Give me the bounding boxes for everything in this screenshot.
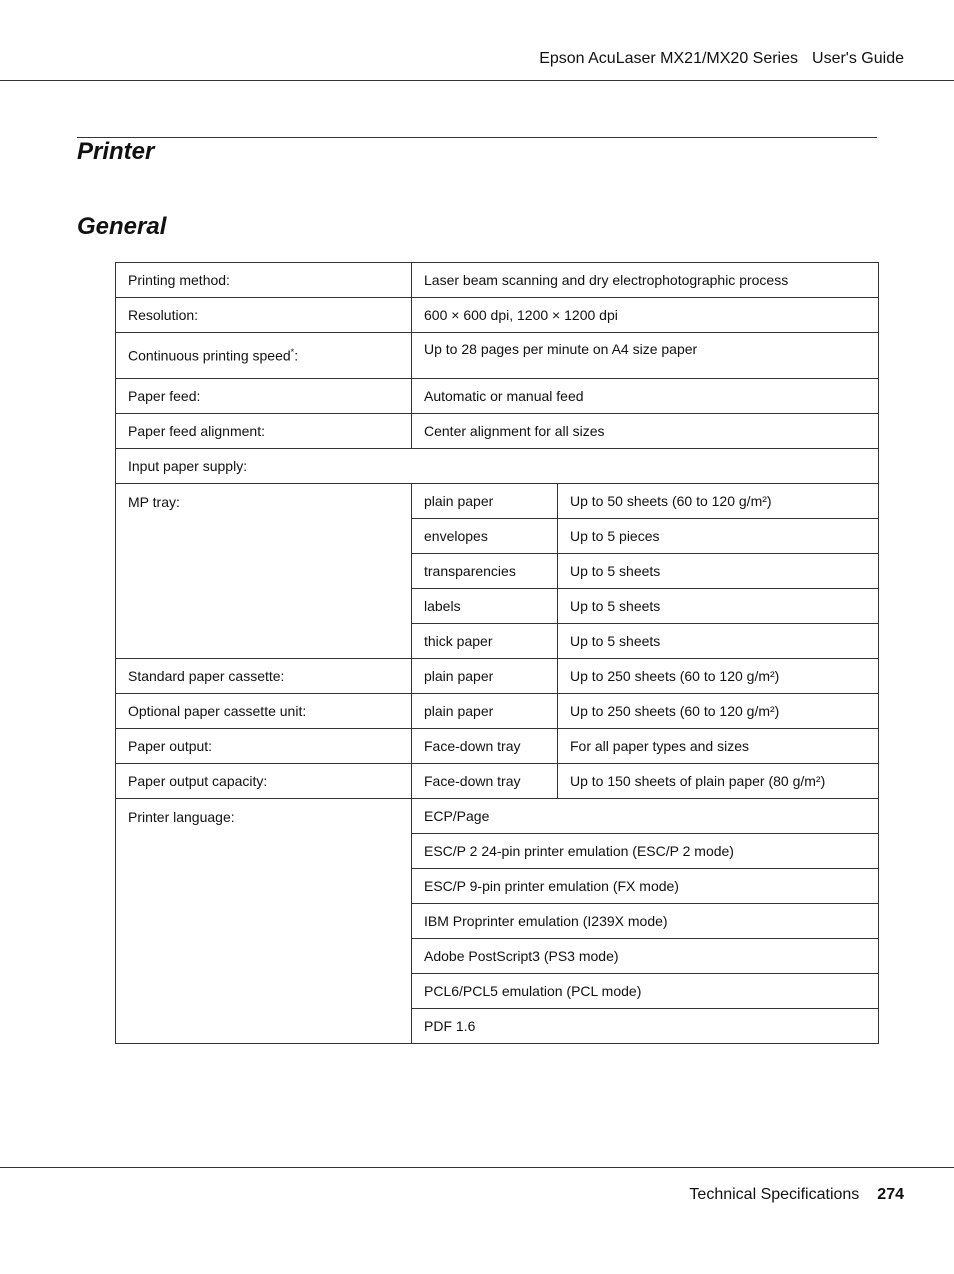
spec-label: Paper feed alignment: — [116, 414, 412, 449]
paper-type: labels — [412, 589, 558, 624]
spec-value: Center alignment for all sizes — [412, 414, 879, 449]
speed-label-text: Continuous printing speed — [128, 347, 291, 364]
spec-value: 600 × 600 dpi, 1200 × 1200 dpi — [412, 298, 879, 333]
language-item: ESC/P 9-pin printer emulation (FX mode) — [412, 869, 879, 904]
paper-type: transparencies — [412, 554, 558, 589]
paper-capacity: Up to 5 sheets — [558, 589, 879, 624]
spec-label: MP tray: — [116, 484, 412, 659]
spec-label: Resolution: — [116, 298, 412, 333]
page-number: 274 — [877, 1186, 904, 1203]
spec-label: Optional paper cassette unit: — [116, 694, 412, 729]
paper-capacity: Up to 5 sheets — [558, 624, 879, 659]
paper-capacity: Up to 250 sheets (60 to 120 g/m²) — [558, 659, 879, 694]
paper-type: Face-down tray — [412, 764, 558, 799]
speed-label-colon: : — [294, 347, 299, 364]
table-row — [116, 333, 879, 379]
paper-capacity: Up to 5 sheets — [558, 554, 879, 589]
spec-label — [116, 333, 412, 379]
footer-rule — [0, 1167, 954, 1168]
spec-value: Up to 28 pages per minute on A4 size paper — [412, 333, 879, 379]
paper-capacity: Up to 50 sheets (60 to 120 g/m²) — [558, 484, 879, 519]
language-item: Adobe PostScript3 (PS3 mode) — [412, 939, 879, 974]
running-header — [539, 50, 904, 68]
language-item: ECP/Page — [412, 799, 879, 834]
table-row — [116, 484, 879, 519]
table-row — [116, 799, 879, 834]
language-item: PCL6/PCL5 emulation (PCL mode) — [412, 974, 879, 1009]
spec-label: Standard paper cassette: — [116, 659, 412, 694]
spec-label: Paper output capacity: — [116, 764, 412, 799]
spec-label: Paper output: — [116, 729, 412, 764]
running-footer — [689, 1186, 904, 1204]
table-row — [116, 729, 879, 764]
spec-label: Input paper supply: — [116, 449, 879, 484]
paper-type: thick paper — [412, 624, 558, 659]
page-title: Printer — [77, 138, 155, 165]
paper-type: plain paper — [412, 694, 558, 729]
table-row — [116, 414, 879, 449]
title-rule — [77, 137, 877, 138]
footer-section: Technical Specifications — [689, 1186, 860, 1203]
table-row — [116, 379, 879, 414]
product-name: Epson AcuLaser MX21/MX20 Series — [539, 50, 799, 67]
language-item: IBM Proprinter emulation (I239X mode) — [412, 904, 879, 939]
table-row — [116, 449, 879, 484]
paper-capacity: Up to 150 sheets of plain paper (80 g/m²) — [558, 764, 879, 799]
table-row — [116, 764, 879, 799]
guide-name: User's Guide — [812, 50, 904, 67]
paper-capacity: Up to 250 sheets (60 to 120 g/m²) — [558, 694, 879, 729]
table-row — [116, 694, 879, 729]
spec-label: Printer language: — [116, 799, 412, 1044]
section-heading: General — [77, 213, 167, 240]
table-row — [116, 659, 879, 694]
paper-type: envelopes — [412, 519, 558, 554]
paper-type: plain paper — [412, 659, 558, 694]
paper-capacity: For all paper types and sizes — [558, 729, 879, 764]
header-rule — [0, 80, 954, 81]
table-row — [116, 263, 879, 298]
spec-label: Paper feed: — [116, 379, 412, 414]
footnote-marker: * — [290, 347, 295, 358]
spec-value: Laser beam scanning and dry electrophotographic process — [412, 263, 879, 298]
paper-type: Face-down tray — [412, 729, 558, 764]
language-item: ESC/P 2 24-pin printer emulation (ESC/P 2 mode) — [412, 834, 879, 869]
table-row — [116, 298, 879, 333]
spec-table — [115, 262, 879, 1044]
language-item: PDF 1.6 — [412, 1009, 879, 1044]
spec-label: Printing method: — [116, 263, 412, 298]
paper-capacity: Up to 5 pieces — [558, 519, 879, 554]
spec-value: Automatic or manual feed — [412, 379, 879, 414]
paper-type: plain paper — [412, 484, 558, 519]
